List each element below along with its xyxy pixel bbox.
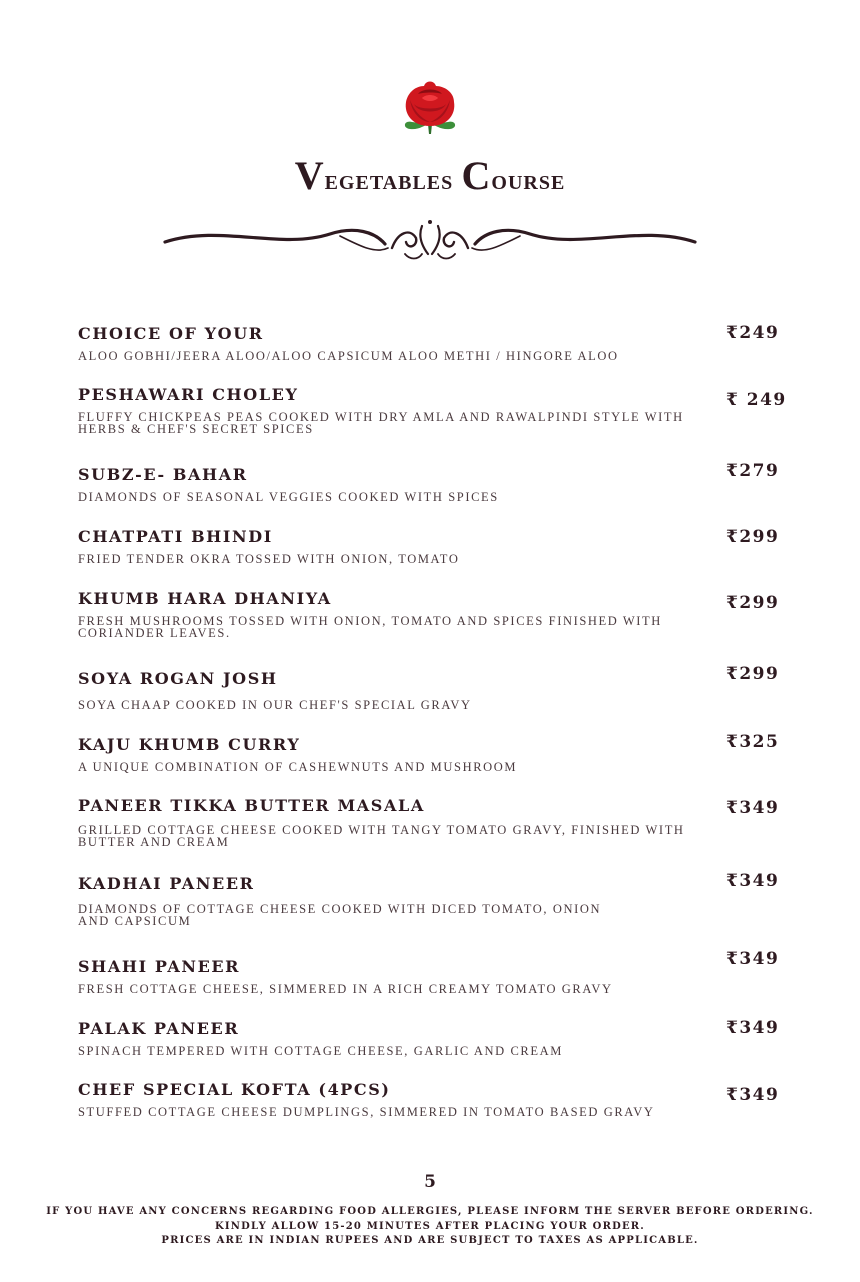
item-description: SPINACH TEMPERED WITH COTTAGE CHEESE, GARLIC AND CREAM	[78, 1044, 563, 1058]
item-name: KAJU KHUMB CURRY	[78, 735, 301, 754]
menu-item	[78, 735, 778, 773]
title-second-rest: ourse	[491, 164, 566, 196]
item-name: CHEF SPECIAL KOFTA (4PCS)	[78, 1080, 391, 1099]
item-price: ₹325	[726, 732, 780, 752]
item-price: ₹279	[726, 461, 780, 481]
item-description: SOYA CHAAP COOKED IN OUR CHEF'S SPECIAL GRAVY	[78, 698, 472, 712]
title-first-initial: V	[294, 153, 325, 198]
item-name: SOYA ROGAN JOSH	[78, 669, 278, 688]
item-description: FLUFFY CHICKPEAS PEAS COOKED WITH DRY AMLA AND RAWALPINDI STYLE WITH HERBS & CHEF'S SECRET SPICES	[78, 410, 684, 436]
item-name: SUBZ-E- BAHAR	[78, 465, 248, 484]
item-price: ₹349	[726, 949, 780, 969]
item-description: A UNIQUE COMBINATION OF CASHEWNUTS AND MUSHROOM	[78, 760, 518, 774]
item-description: FRIED TENDER OKRA TOSSED WITH ONION, TOMATO	[78, 552, 460, 566]
menu-item	[78, 1080, 778, 1118]
item-name: KHUMB HARA DHANIYA	[78, 589, 332, 608]
item-name: PESHAWARI CHOLEY	[78, 385, 299, 404]
title-first-rest: egetables	[324, 164, 454, 196]
page-title	[0, 152, 860, 199]
item-name: PALAK PANEER	[78, 1019, 240, 1038]
menu-item	[78, 324, 778, 362]
menu-item	[78, 465, 778, 503]
menu-item	[78, 1019, 778, 1057]
footer-line-prices: PRICES ARE IN INDIAN RUPEES AND ARE SUBJECT TO TAXES AS APPLICABLE.	[161, 1235, 699, 1246]
item-description: FRESH MUSHROOMS TOSSED WITH ONION, TOMATO AND SPICES FINISHED WITH CORIANDER LEAVES.	[78, 614, 662, 640]
item-description: GRILLED COTTAGE CHEESE COOKED WITH TANGY TOMATO GRAVY, FINISHED WITH BUTTER AND CREAM	[78, 823, 685, 849]
item-price: ₹299	[726, 593, 780, 613]
item-price: ₹349	[726, 1085, 780, 1105]
title-second-initial: C	[461, 153, 492, 198]
footer-line-wait-time: KINDLY ALLOW 15-20 MINUTES AFTER PLACING YOUR ORDER.	[215, 1220, 645, 1232]
page-number: 5	[424, 1172, 436, 1192]
menu-item	[78, 957, 778, 995]
item-price: ₹299	[726, 527, 780, 547]
item-price: ₹249	[726, 323, 780, 343]
item-description: ALOO GOBHI/JEERA ALOO/ALOO CAPSICUM ALOO METHI / HINGORE ALOO	[78, 349, 619, 363]
item-price: ₹ 249	[726, 390, 787, 410]
item-description: DIAMONDS OF SEASONAL VEGGIES COOKED WITH SPICES	[78, 490, 499, 504]
rose-icon	[398, 74, 462, 136]
menu-item	[78, 589, 778, 639]
item-name: CHOICE OF YOUR	[78, 324, 264, 343]
item-description: FRESH COTTAGE CHEESE, SIMMERED IN A RICH CREAMY TOMATO GRAVY	[78, 982, 613, 996]
footer-line-allergies: IF YOU HAVE ANY CONCERNS REGARDING FOOD ALLERGIES, PLEASE INFORM THE SERVER BEFORE ORDERING.	[46, 1206, 814, 1217]
item-name: SHAHI PANEER	[78, 957, 241, 976]
menu-item	[78, 385, 778, 435]
item-price: ₹349	[726, 798, 780, 818]
item-price: ₹299	[726, 664, 780, 684]
flourish-divider	[160, 214, 700, 266]
item-name: KADHAI PANEER	[78, 874, 255, 893]
item-description: DIAMONDS OF COTTAGE CHEESE COOKED WITH DICED TOMATO, ONION AND CAPSICUM	[78, 902, 602, 928]
item-name: PANEER TIKKA BUTTER MASALA	[78, 796, 425, 815]
item-name: CHATPATI BHINDI	[78, 527, 273, 546]
menu-item	[78, 874, 778, 927]
menu-item	[78, 527, 778, 565]
item-description: STUFFED COTTAGE CHEESE DUMPLINGS, SIMMERED IN TOMATO BASED GRAVY	[78, 1105, 655, 1119]
menu-item	[78, 796, 778, 848]
menu-item	[78, 669, 778, 711]
item-price: ₹349	[726, 1018, 780, 1038]
item-price: ₹349	[726, 871, 780, 891]
footer-notice	[0, 1205, 860, 1249]
